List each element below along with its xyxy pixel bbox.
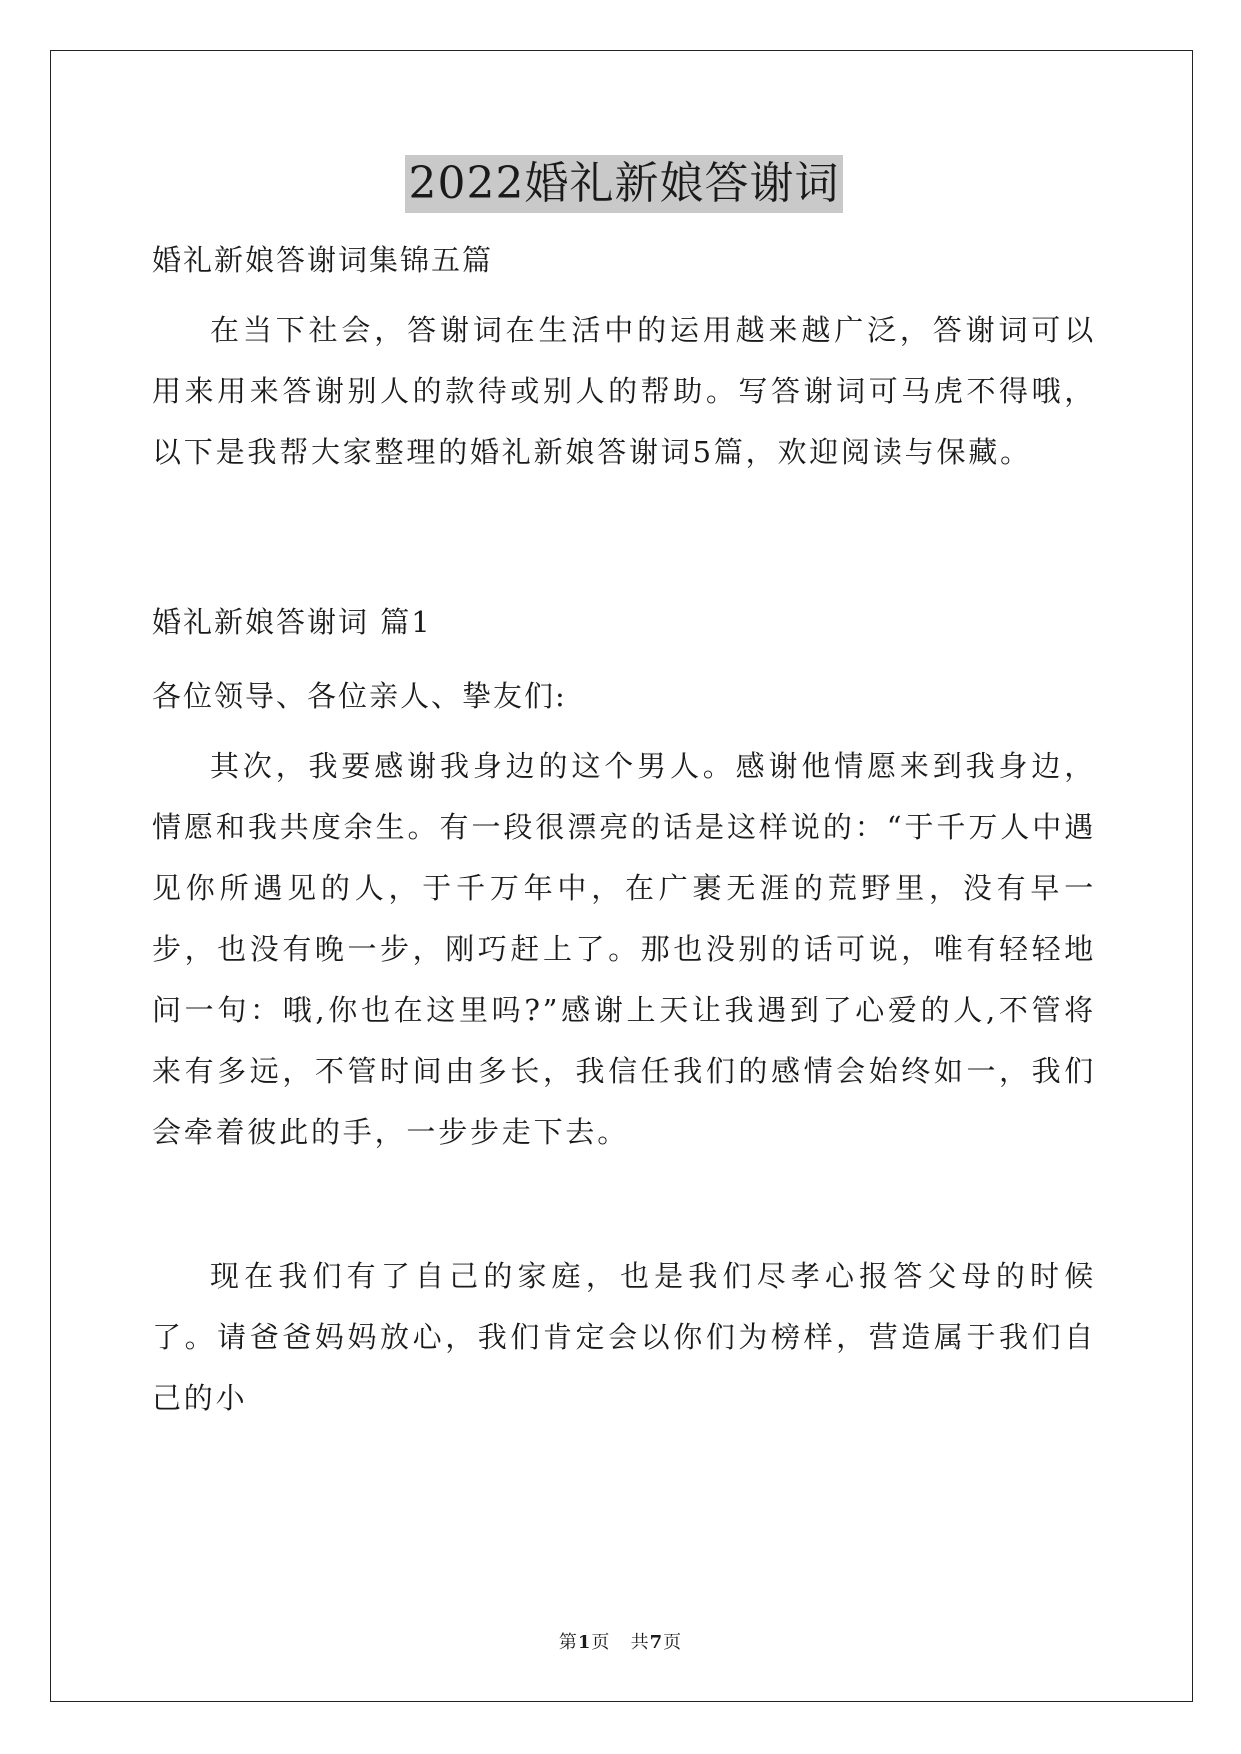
section-heading: 婚礼新娘答谢词 篇1 — [152, 605, 432, 639]
document-title: 2022婚礼新娘答谢词 — [405, 155, 844, 213]
page-prefix: 第 — [558, 1632, 578, 1653]
intro-paragraph: 在当下社会，答谢词在生活中的运用越来越广泛，答谢词可以用来用来答谢别人的款待或别人的帮助。写答谢词可马虎不得哦，以下是我帮大家整理的婚礼新娘答谢词5篇，欢迎阅读与保藏。 — [152, 313, 1096, 469]
page-number: 1 — [577, 1632, 592, 1653]
total-pages: 7 — [649, 1632, 664, 1653]
page-footer — [0, 1628, 1241, 1654]
total-suffix: 页 — [663, 1632, 683, 1653]
subtitle: 婚礼新娘答谢词集锦五篇 — [152, 243, 494, 277]
body-paragraph-2: 现在我们有了自己的家庭，也是我们尽孝心报答父母的时候了。请爸爸妈妈放心，我们肯定会以你们为榜样，营造属于我们自己的小 — [152, 1259, 1096, 1415]
page-suffix: 页 — [591, 1632, 611, 1653]
total-prefix: 共 — [630, 1632, 650, 1653]
salutation: 各位领导、各位亲人、挚友们: — [152, 679, 567, 713]
body-paragraph-1: 其次，我要感谢我身边的这个男人。感谢他情愿来到我身边，情愿和我共度余生。有一段很漂亮的话是这样说的：“于千万人中遇见你所遇见的人，于千万年中，在广裹无涯的荒野里，没有早一步，也没有晚一步，刚巧赶上了。那也没别的话可说，唯有轻轻地问一句：哦,你也在这里吗?”感谢上天让我遇到了心爱的人,不管将来有多远，不管时间由多长，我信任我们的感情会始终如一，我们会牵着彼此的手，一步步走下去。 — [152, 749, 1096, 1149]
title-block — [152, 155, 1096, 213]
